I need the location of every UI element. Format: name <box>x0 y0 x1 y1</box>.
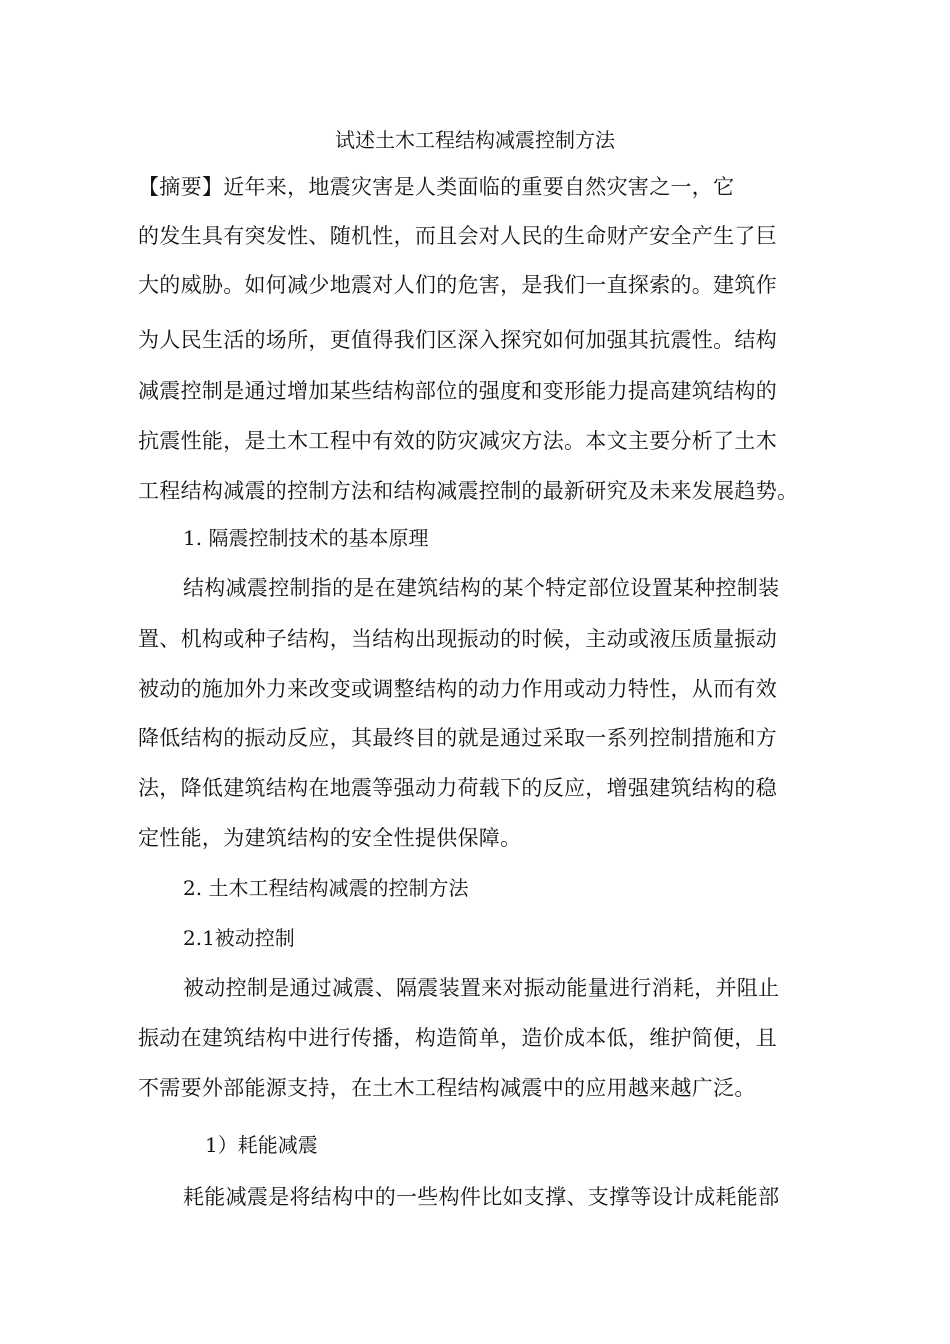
paragraph-line: 置、机构或种子结构，当结构出现振动的时候，主动或液压质量振动 <box>138 627 777 651</box>
abstract-line: 大的威胁。如何减少地震对人们的危害，是我们一直探索的。建筑作 <box>138 273 777 297</box>
paragraph-line: 结构减震控制指的是在建筑结构的某个特定部位设置某种控制装 <box>183 576 780 600</box>
abstract-line: 抗震性能，是土木工程中有效的防灾减灾方法。本文主要分析了土木 <box>138 429 777 453</box>
paragraph-line: 被动控制是通过减震、隔震装置来对振动能量进行消耗，并阻止 <box>183 976 780 1000</box>
abstract-line: 【摘要】近年来，地震灾害是人类面临的重要自然灾害之一，它 <box>138 175 735 199</box>
abstract-line: 为人民生活的场所，更值得我们区深入探究如何加强其抗震性。结构 <box>138 328 777 352</box>
paragraph-line: 定性能，为建筑结构的安全性提供保障。 <box>138 826 522 850</box>
section-heading: 2. 土木工程结构减震的控制方法 <box>183 876 469 900</box>
subsection-heading: 2.1被动控制 <box>183 926 295 950</box>
item-heading: 1）耗能减震 <box>205 1133 318 1157</box>
abstract-line: 工程结构减震的控制方法和结构减震控制的最新研究及未来发展趋势。 <box>138 479 799 503</box>
paragraph-line: 不需要外部能源支持，在土木工程结构减震中的应用越来越广泛。 <box>138 1076 756 1100</box>
paragraph-line: 法，降低建筑结构在地震等强动力荷载下的反应，增强建筑结构的稳 <box>138 776 777 800</box>
paragraph-line: 降低结构的振动反应，其最终目的就是通过采取一系列控制措施和方 <box>138 726 777 750</box>
document-title: 试述土木工程结构减震控制方法 <box>335 128 615 152</box>
paragraph-line: 被动的施加外力来改变或调整结构的动力作用或动力特性，从而有效 <box>138 677 777 701</box>
abstract-line: 减震控制是通过增加某些结构部位的强度和变形能力提高建筑结构的 <box>138 379 777 403</box>
section-heading: 1. 隔震控制技术的基本原理 <box>183 526 429 550</box>
paragraph-line: 耗能减震是将结构中的一些构件比如支撑、支撑等设计成耗能部 <box>183 1185 780 1209</box>
abstract-line: 的发生具有突发性、随机性，而且会对人民的生命财产安全产生了巨 <box>138 224 777 248</box>
paragraph-line: 振动在建筑结构中进行传播，构造简单，造价成本低，维护简便，且 <box>138 1026 777 1050</box>
